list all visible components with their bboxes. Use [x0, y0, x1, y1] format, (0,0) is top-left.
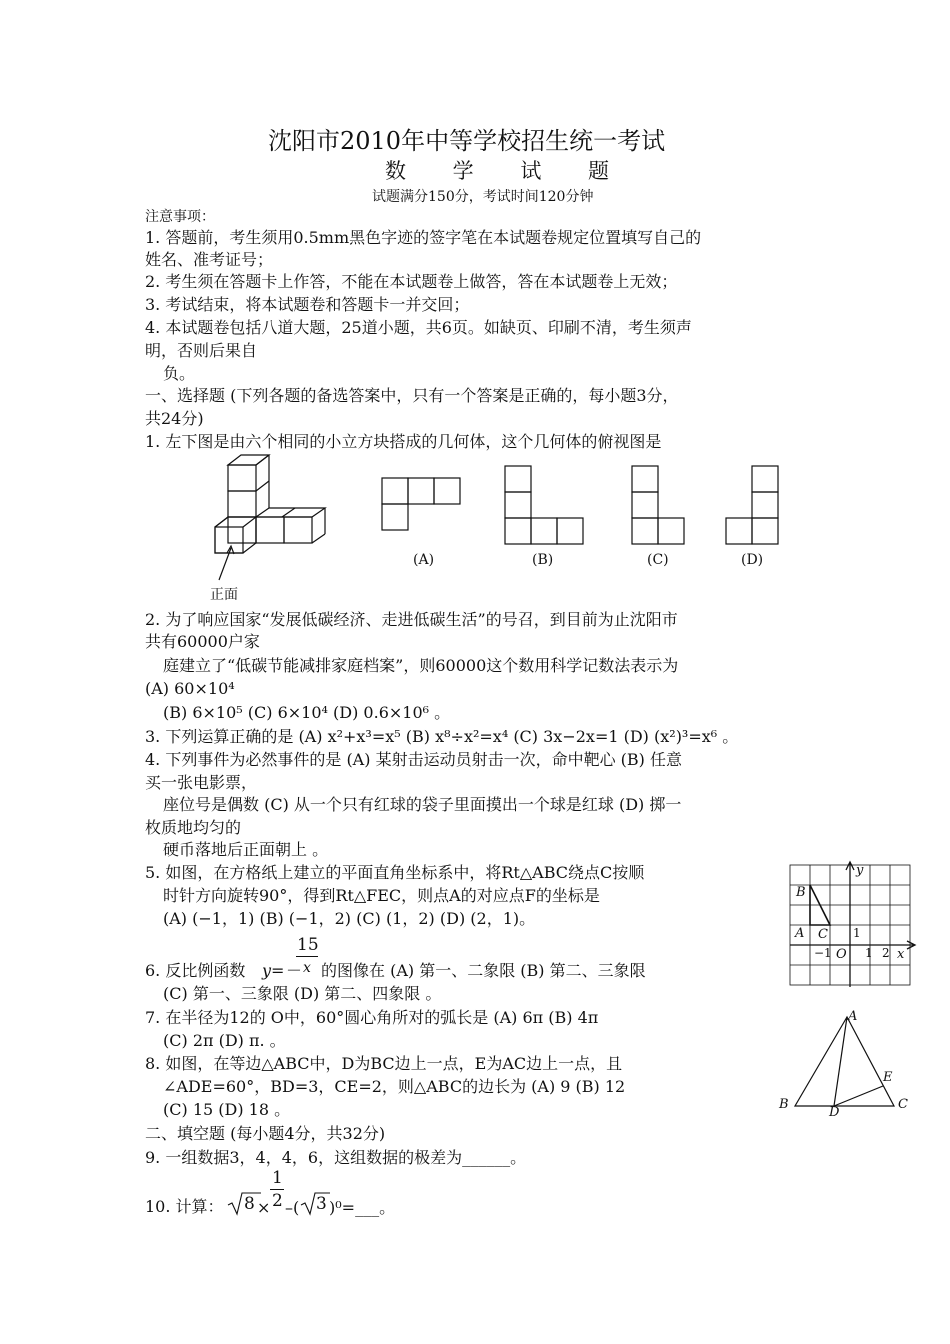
- q8-point-d: D: [829, 1105, 840, 1120]
- notice-line: 3. 考试结束，将本试题卷和答题卡一并交回；: [145, 295, 470, 314]
- q5-line: 时针方向旋转90°，得到Rt△FEC，则点A的对应点F的坐标是: [163, 886, 600, 905]
- q6-fraction-bar: [296, 956, 318, 957]
- q6-prefix: 6. 反比例函数: [145, 961, 246, 980]
- q2-line: 庭建立了“低碳节能减排家庭档案”，则60000这个数用科学记数法表示为: [163, 656, 679, 675]
- option-c-label: (C): [647, 552, 669, 568]
- q8-point-e: E: [883, 1070, 893, 1085]
- q5-tick-x1: 1: [865, 946, 873, 960]
- q6-y-eq: y=－: [262, 961, 301, 980]
- q1-text: 1. 左下图是由六个相同的小立方块搭成的几何体，这个几何体的俯视图是: [145, 432, 662, 451]
- q1-solid-figure: [205, 455, 325, 595]
- q2-line: 共有60000户家: [145, 632, 260, 651]
- option-d-figure: [726, 466, 782, 546]
- q3-text: 3. 下列运算正确的是 (A) x²+x³=x⁵ (B) x⁸÷x²=x⁴ (C) 3x−2x=1 (D) (x²)³=x⁶ 。: [145, 727, 739, 746]
- q10-frac-num: 1: [272, 1168, 283, 1188]
- section1-heading-cont: 共24分): [145, 409, 204, 428]
- notice-line: 姓名、准考证号；: [145, 250, 274, 269]
- q5-axis-x: x: [897, 947, 905, 962]
- q5-point-c: C: [818, 927, 828, 942]
- q5-axis-y: y: [856, 863, 864, 878]
- q10-prefix: 10. 计算：: [145, 1197, 224, 1216]
- option-a-label: (A): [413, 552, 435, 568]
- q8-point-c: C: [898, 1097, 908, 1112]
- front-label: 正面: [210, 587, 238, 603]
- q5-point-b: B: [796, 885, 806, 900]
- notice-heading: 注意事项：: [145, 209, 215, 225]
- notice-line: 4. 本试题卷包括八道大题，25道小题，共6页。如缺页、印刷不清，考生须声: [145, 318, 692, 337]
- q10-suffix: )⁰=___。: [329, 1198, 396, 1217]
- q5-line: 5. 如图，在方格纸上建立的平面直角坐标系中，将Rt△ABC绕点C按顺: [145, 863, 645, 882]
- q2-option-a: (A) 60×10⁴: [145, 679, 235, 698]
- q5-tick-neg1: −1: [814, 946, 832, 960]
- q4-line: 枚质地均匀的: [145, 818, 242, 837]
- option-d-label: (D): [741, 552, 764, 568]
- q6-numerator: 15: [297, 935, 319, 955]
- q8-point-a: A: [848, 1009, 858, 1024]
- notice-line: 负。: [163, 364, 196, 383]
- q8-triangle-figure: [790, 1010, 900, 1110]
- q2-line: 2. 为了响应国家“发展低碳经济、走进低碳生活”的号召，到目前为止沈阳市: [145, 610, 678, 629]
- q8-point-b: B: [779, 1097, 789, 1112]
- q8-line: ∠ADE=60°，BD=3，CE=2，则△ABC的边长为 (A) 9 (B) 12: [163, 1077, 626, 1096]
- q5-options: (A) (−1，1) (B) (−1，2) (C) (1，2) (D) (2，1)。: [163, 909, 536, 928]
- q8-line: 8. 如图，在等边△ABC中，D为BC边上一点，E为AC边上一点，且: [145, 1054, 623, 1073]
- option-b-label: (B): [532, 552, 554, 568]
- section1-heading: 一、选择题 (下列各题的备选答案中，只有一个答案是正确的，每小题3分，: [145, 386, 679, 405]
- section2-heading: 二、填空题 (每小题4分，共32分): [145, 1124, 386, 1143]
- q10-frac-den: 2: [272, 1191, 283, 1211]
- q7-line: 7. 在半径为12的 O中，60°圆心角所对的弧长是 (A) 6π (B) 4π: [145, 1008, 599, 1027]
- notice-line: 明，否则后果自: [145, 341, 258, 360]
- notice-line: 2. 考生须在答题卡上作答，不能在本试题卷上做答，答在本试题卷上无效；: [145, 272, 678, 291]
- q6-options-2: (C) 第一、三象限 (D) 第二、四象限 。: [163, 984, 442, 1003]
- q10-times: ×: [257, 1198, 271, 1217]
- q10-fraction-bar: [270, 1189, 284, 1190]
- q10-minus: –(: [285, 1198, 300, 1217]
- q5-origin: O: [836, 947, 847, 962]
- q6-options: 的图像在 (A) 第一、二象限 (B) 第二、三象限: [321, 961, 646, 980]
- q5-tick-x2: 2: [882, 946, 890, 960]
- q5-tick-y1: 1: [853, 926, 861, 940]
- option-b-figure: [505, 466, 585, 546]
- q4-line: 硬币落地后正面朝上 。: [163, 840, 329, 859]
- q7-line: (C) 2π (D) π. 。: [163, 1031, 286, 1050]
- q10-radicand-1: 8: [244, 1194, 255, 1214]
- option-a-figure: [382, 478, 462, 530]
- q10-radicand-2: 3: [316, 1194, 327, 1214]
- q2-options: (B) 6×10⁵ (C) 6×10⁴ (D) 0.6×10⁶ 。: [163, 703, 451, 722]
- q8-line: (C) 15 (D) 18 。: [163, 1100, 291, 1119]
- notice-line: 1. 答题前，考生须用0.5mm黑色字迹的签字笔在本试题卷规定位置填写自己的: [145, 228, 702, 247]
- exam-title: 沈阳市2010年中等学校招生统一考试: [268, 127, 666, 155]
- q6-denominator: x: [303, 960, 311, 976]
- q4-line: 买一张电影票，: [145, 773, 258, 792]
- q5-point-a: A: [795, 926, 805, 941]
- q4-line: 座位号是偶数 (C) 从一个只有红球的袋子里面摸出一个球是红球 (D) 掷一: [163, 795, 682, 814]
- q9-text: 9. 一组数据3，4，4，6，这组数据的极差为______。: [145, 1148, 527, 1167]
- q4-line: 4. 下列事件为必然事件的是 (A) 某射击运动员射击一次，命中靶心 (B) 任意: [145, 750, 682, 769]
- option-c-figure: [632, 466, 688, 546]
- exam-subtitle: 数 学 试 题: [385, 159, 630, 183]
- exam-meta: 试题满分150分，考试时间120分钟: [372, 189, 594, 205]
